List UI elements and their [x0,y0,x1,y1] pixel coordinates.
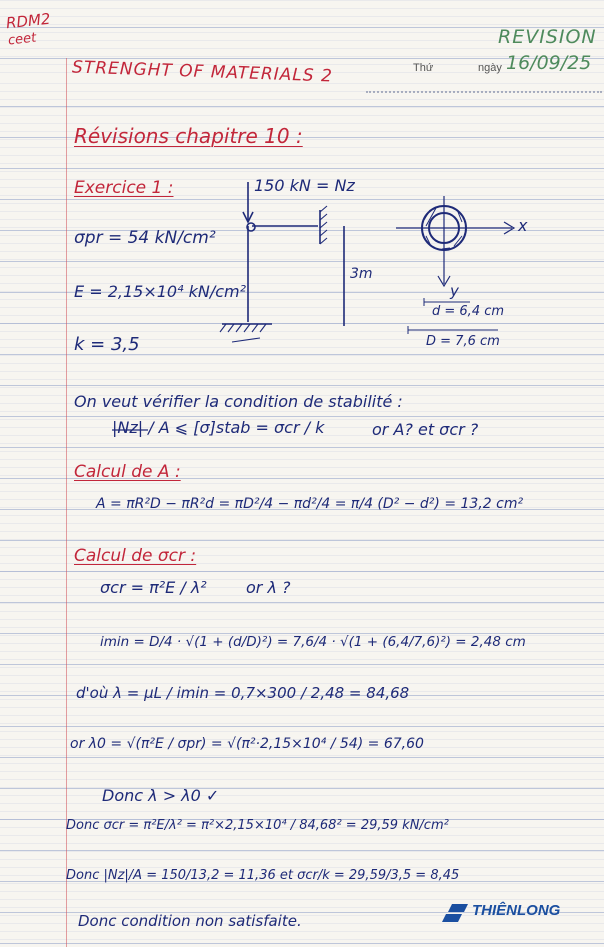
sigma-cr-formula: Donc σcr = π²E/λ² = π²×2,15×10⁴ / 84,68² = 29,59 kN/cm² [66,818,449,833]
stability-intro: On veut vérifier la condition de stabilité : [74,392,403,411]
corner-note-line1: RDM2 [5,9,52,33]
sigma-pr: σpr = 54 kN/cm² [74,228,216,248]
lambda-compare: Donc λ > λ0 ✓ [102,786,220,805]
logo-icon [448,904,468,912]
corner-note-line2: ceet [7,30,37,49]
brand-logo: THIÊNLONG [472,902,561,919]
lambda-formula: d'où λ = μL / imin = 0,7×300 / 2,48 = 84,68 [76,684,410,702]
area-formula: A = πR²D − πR²d = πD²/4 − πd²/4 = π/4 (D² − d²) = 13,2 cm² [96,496,524,512]
stability-condition: |Nz| / A ⩽ [σ]stab = σcr / k [112,418,325,437]
critical-title: Calcul de σcr : [74,546,197,566]
y-axis-label: y [450,282,459,300]
ngay-label: ngày [478,62,502,74]
safety-factor: k = 3,5 [74,334,140,355]
thu-label: Thứ [413,62,434,74]
imin-formula: imin = D/4 · √(1 + (d/D)²) = 7,6/4 · √(1 + (6,4/7,6)²) = 2,48 cm [100,634,526,650]
force-label: 150 kN = Nz [254,176,355,195]
exercise-title: Exercice 1 : [74,178,174,198]
area-title: Calcul de A : [74,462,181,482]
outer-diameter-label: D = 7,6 cm [426,334,500,349]
header-date: 16/09/25 [506,52,592,74]
inner-diameter-label: d = 6,4 cm [432,304,505,319]
course-title: STRENGHT OF MATERIALS 2 [71,57,334,87]
conclusion: Donc condition non satisfaite. [78,912,302,930]
young-modulus: E = 2,15×10⁴ kN/cm² [74,282,246,301]
x-axis-label: x [518,216,528,235]
lambda0-formula: or λ0 = √(π²E / σpr) = √(π²·2,15×10⁴ / 54) = 67,60 [70,736,424,752]
length-label: 3m [350,266,373,282]
final-check: Donc |Nz|/A = 150/13,2 = 11,36 et σcr/k = 29,59/3,5 = 8,45 [66,868,460,883]
critical-formula: σcr = π²E / λ² [100,578,207,597]
stability-unknowns: or A? et σcr ? [372,420,479,439]
revision-label: REVISION [498,26,597,48]
lambda-unknown: or λ ? [246,578,291,597]
chapter-title: Révisions chapitre 10 : [74,124,303,148]
